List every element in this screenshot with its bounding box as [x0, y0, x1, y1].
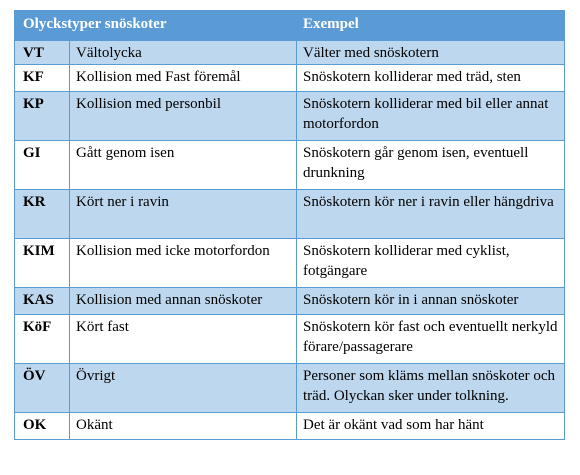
type-example: Snöskotern går genom isen, eventuell drunkning	[297, 141, 565, 190]
type-code: VT	[15, 41, 70, 65]
header-type: Olyckstyper snöskoter	[15, 11, 297, 41]
type-example: Snöskotern kolliderar med träd, sten	[297, 65, 565, 92]
type-name: Kört fast	[70, 315, 297, 364]
type-code: KöF	[15, 315, 70, 364]
type-example: Snöskotern kör in i annan snöskoter	[297, 288, 565, 315]
table-row	[15, 141, 565, 190]
type-example: Snöskotern kör fast och eventuellt nerkyld förare/passagerare	[297, 315, 565, 364]
table-row	[15, 288, 565, 315]
accident-types-table	[14, 10, 565, 440]
type-code: KIM	[15, 239, 70, 288]
type-example: Välter med snöskotern	[297, 41, 565, 65]
table-row	[15, 190, 565, 239]
table-row	[15, 41, 565, 65]
type-code: KF	[15, 65, 70, 92]
type-code: KP	[15, 92, 70, 141]
type-example: Snöskotern kolliderar med cyklist, fotgängare	[297, 239, 565, 288]
type-example: Det är okänt vad som har hänt	[297, 413, 565, 440]
table-row	[15, 65, 565, 92]
table-header-row	[15, 11, 565, 41]
type-example: Personer som kläms mellan snöskoter och träd. Olyckan sker under tolkning.	[297, 364, 565, 413]
type-name: Kollision med Fast föremål	[70, 65, 297, 92]
table-row	[15, 364, 565, 413]
table-row	[15, 239, 565, 288]
type-code: GI	[15, 141, 70, 190]
type-code: KAS	[15, 288, 70, 315]
type-code: OK	[15, 413, 70, 440]
type-example: Snöskotern kör ner i ravin eller hängdriva	[297, 190, 565, 239]
type-name: Kollision med annan snöskoter	[70, 288, 297, 315]
type-code: ÖV	[15, 364, 70, 413]
header-example: Exempel	[297, 11, 565, 41]
type-name: Kollision med personbil	[70, 92, 297, 141]
table-row	[15, 413, 565, 440]
type-example: Snöskotern kolliderar med bil eller annat motorfordon	[297, 92, 565, 141]
type-name: Vältolycka	[70, 41, 297, 65]
type-name: Kört ner i ravin	[70, 190, 297, 239]
type-name: Okänt	[70, 413, 297, 440]
type-name: Gått genom isen	[70, 141, 297, 190]
table-row	[15, 92, 565, 141]
type-name: Övrigt	[70, 364, 297, 413]
table-row	[15, 315, 565, 364]
type-name: Kollision med icke motorfordon	[70, 239, 297, 288]
type-code: KR	[15, 190, 70, 239]
